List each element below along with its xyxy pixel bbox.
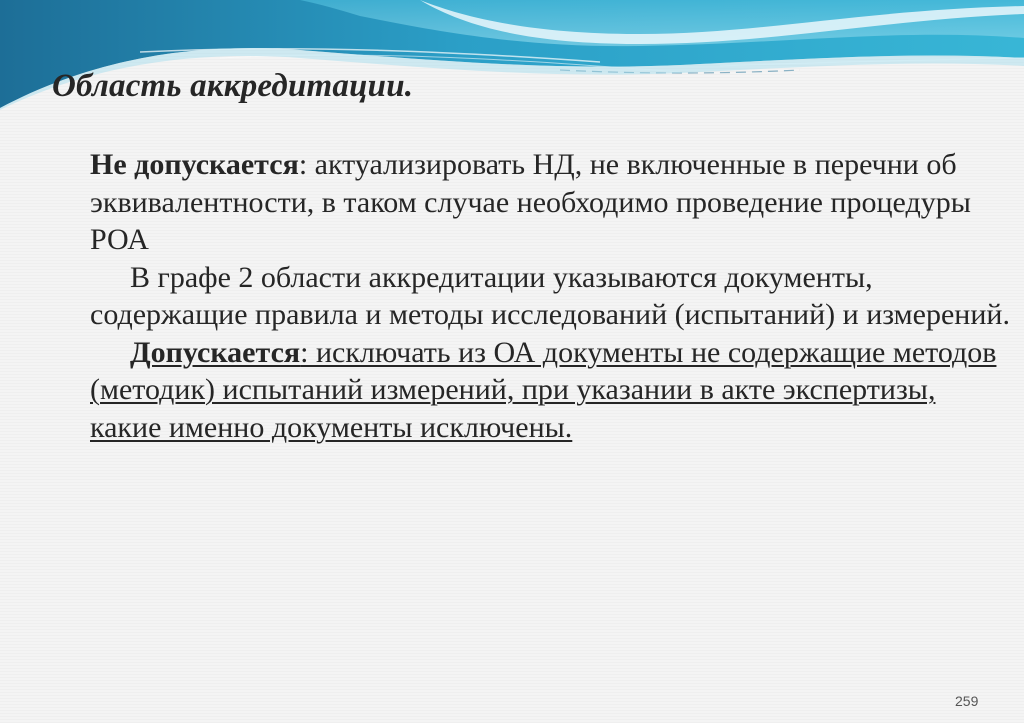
- paragraph-allowed: [90, 334, 1010, 447]
- slide-body: [90, 146, 1010, 446]
- paragraph-not-allowed: [90, 146, 1010, 259]
- paragraph-column-2: В графе 2 области аккредитации указываются документы, содержащие правила и методы исследований (испытаний) и измерений.: [90, 260, 1010, 331]
- allowed-text: : исключать из ОА документы не содержащие методов (методик) испытаний измерений, при указании в акте экспертизы, какие именно документы исключены.: [90, 335, 997, 444]
- slide-title: Область аккредитации.: [52, 68, 414, 104]
- allowed-lead: Допускается: [130, 335, 301, 369]
- page-number: 259: [955, 693, 979, 709]
- not-allowed-lead: Не допускается: [90, 148, 299, 181]
- not-allowed-text: : актуализировать НД, не включенные в перечни об эквивалентности, в таком случае необходимо проведение процедуры РОА: [90, 148, 971, 256]
